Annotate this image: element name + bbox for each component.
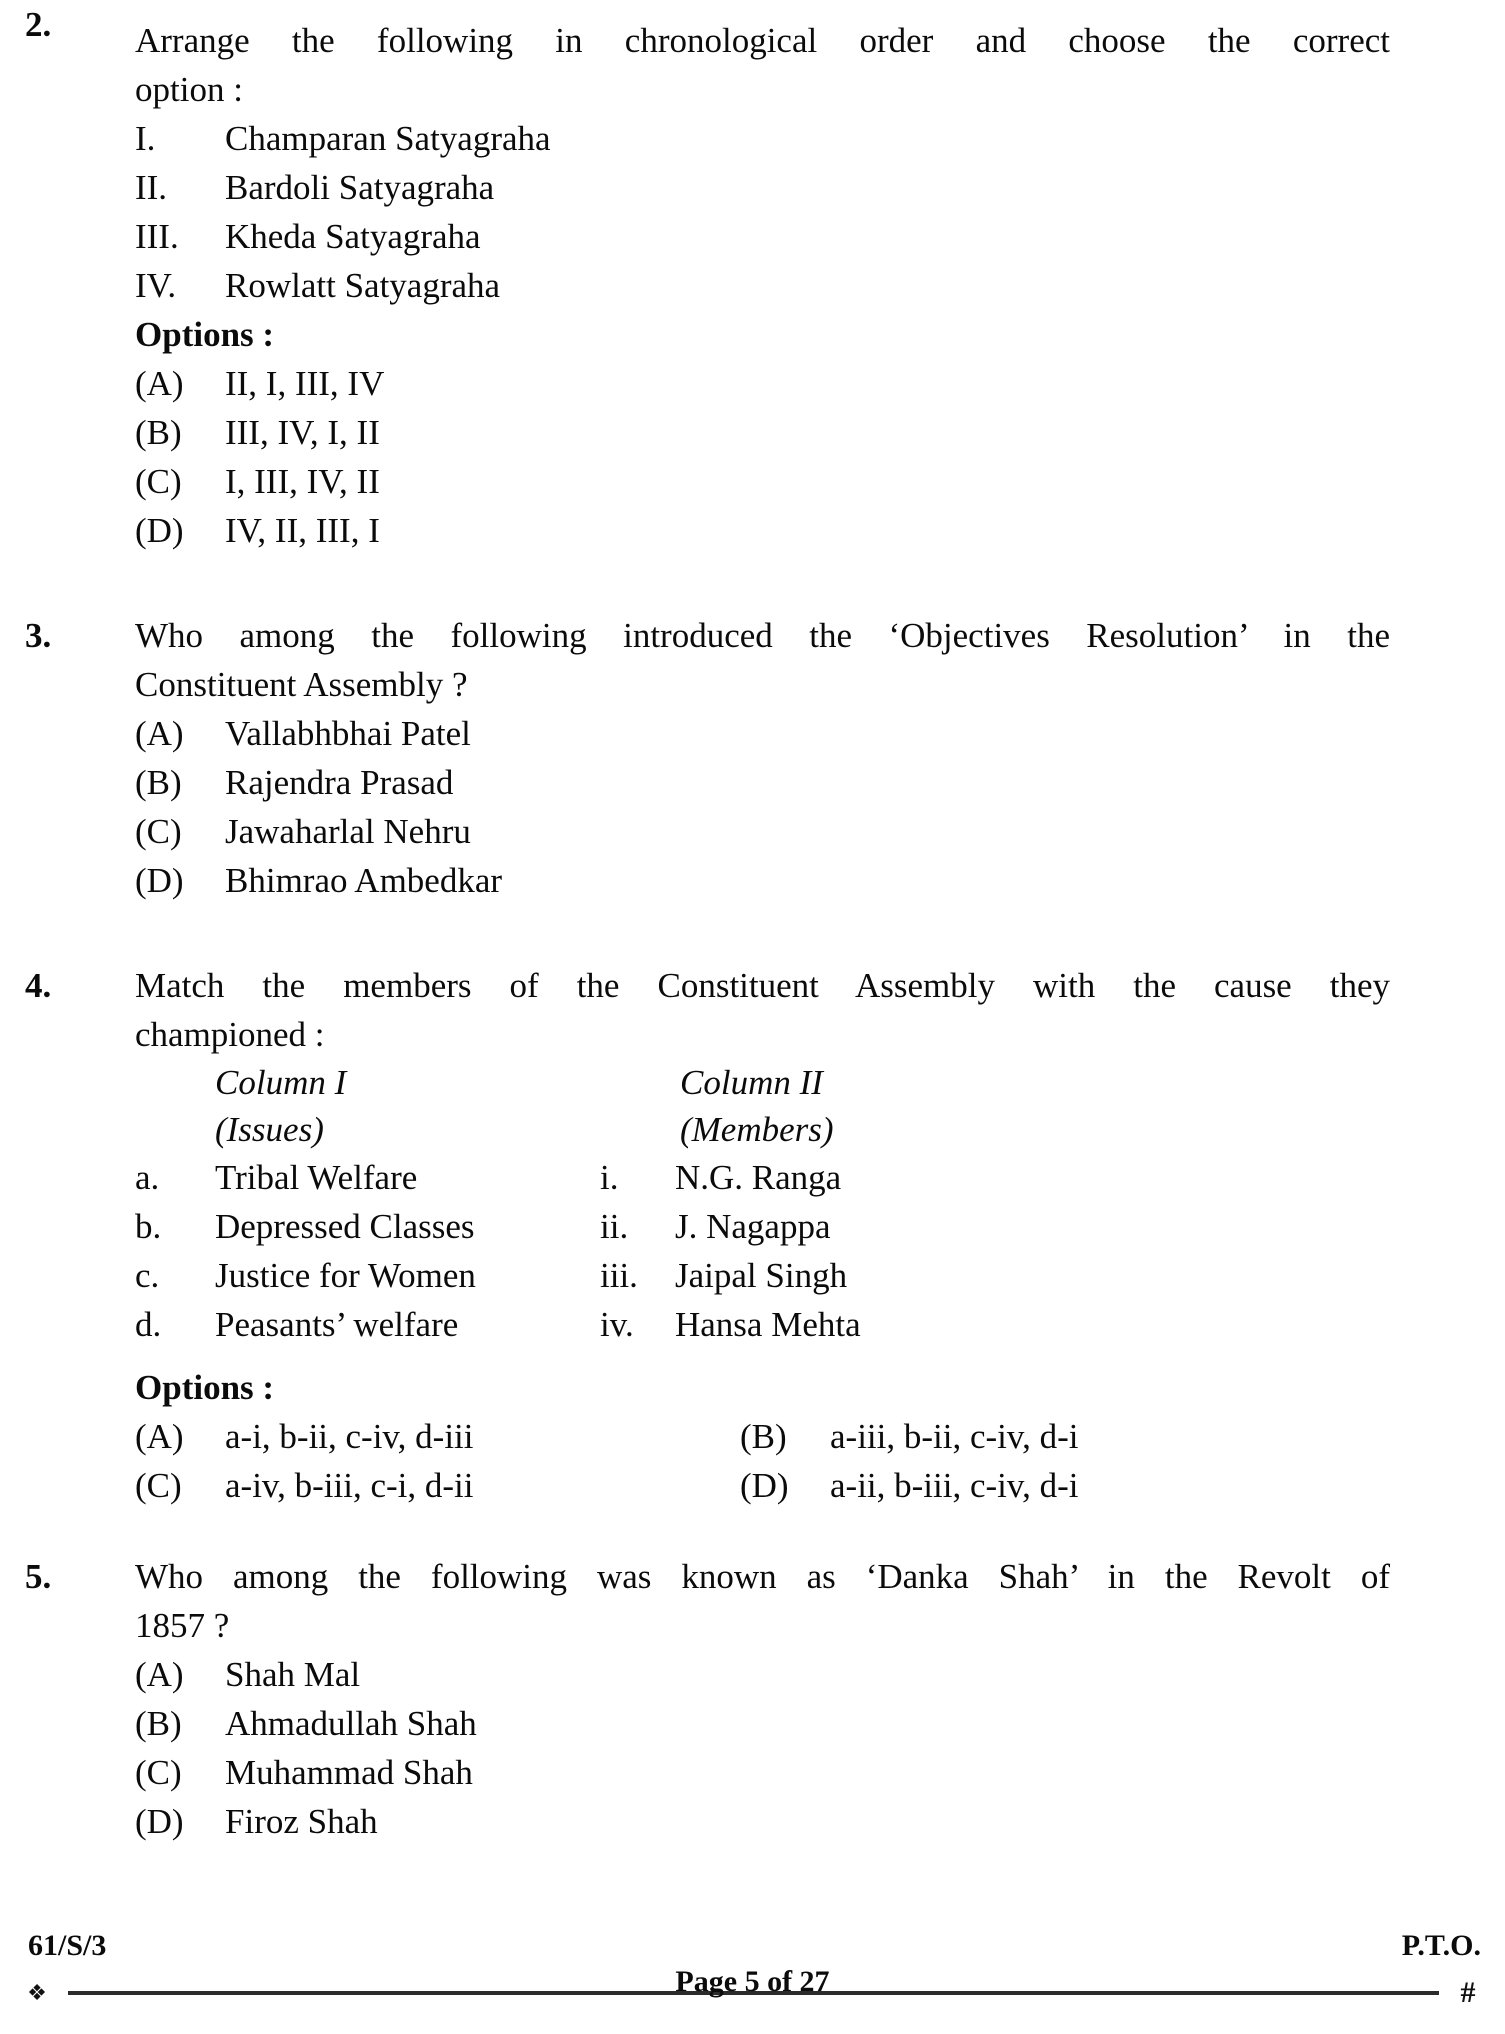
question-4-options-label: Options :	[135, 1368, 275, 1407]
option-a[interactable]	[135, 359, 1390, 408]
option-label: a-iii, b-ii, c-iv, d-i	[830, 1417, 1079, 1456]
question-5-stem-line-1: Who among the following was known as ‘Danka Shah’ in the Revolt of	[135, 1557, 1390, 1596]
option-c[interactable]	[135, 1748, 1390, 1797]
question-5-options	[135, 1650, 1390, 1846]
question-4-options	[135, 1412, 1390, 1510]
list-item	[135, 261, 1390, 310]
column-1-title: Column I	[215, 1063, 347, 1102]
list-item	[135, 163, 1390, 212]
row-label: J. Nagappa	[675, 1207, 831, 1246]
item-marker: I.	[135, 119, 156, 158]
option-c[interactable]	[135, 807, 1390, 856]
option-marker: (D)	[135, 861, 184, 900]
question-3-options	[135, 709, 1390, 905]
question-2	[0, 0, 1505, 555]
option-label: Jawaharlal Nehru	[225, 812, 471, 851]
option-label: IV, II, III, I	[225, 511, 380, 550]
question-4	[0, 961, 1505, 1510]
column-2-title: Column II	[680, 1063, 823, 1102]
question-5-stem-line-2: 1857 ?	[135, 1606, 230, 1645]
footer-divider	[68, 1991, 1439, 1995]
option-a[interactable]	[135, 709, 1390, 758]
spacer	[0, 905, 1505, 961]
item-label: Rowlatt Satyagraha	[225, 266, 501, 305]
question-2-options-label: Options :	[135, 315, 275, 354]
option-c[interactable]	[135, 457, 1390, 506]
question-5	[0, 1552, 1505, 1846]
option-label: Vallabhbhai Patel	[225, 714, 471, 753]
option-label: Muhammad Shah	[225, 1753, 473, 1792]
question-5-stem	[135, 1552, 1390, 1650]
question-2-stem-line-1: Arrange the following in chronological order and choose the correct	[135, 21, 1390, 60]
option-b[interactable]	[135, 1699, 1390, 1748]
option-label: II, I, III, IV	[225, 364, 385, 403]
row-label: Justice for Women	[215, 1256, 476, 1295]
table-row	[600, 1202, 1390, 1251]
row-marker: iii.	[600, 1256, 638, 1295]
option-label: I, III, IV, II	[225, 462, 380, 501]
question-2-stem	[135, 16, 1390, 114]
spacer	[0, 1510, 1505, 1552]
row-label: Tribal Welfare	[215, 1158, 418, 1197]
footer-top-row	[0, 1928, 1505, 1964]
pto-label: P.T.O.	[1401, 1929, 1481, 1962]
option-label: Ahmadullah Shah	[225, 1704, 477, 1743]
option-a[interactable]	[135, 1412, 740, 1461]
option-marker: (A)	[135, 1417, 184, 1456]
row-label: Hansa Mehta	[675, 1305, 861, 1344]
option-label: Bhimrao Ambedkar	[225, 861, 503, 900]
option-marker: (D)	[135, 511, 184, 550]
option-b[interactable]	[135, 758, 1390, 807]
row-label: Depressed Classes	[215, 1207, 475, 1246]
option-marker: (C)	[135, 1466, 182, 1505]
table-row	[135, 1251, 600, 1300]
question-4-stem	[135, 961, 1390, 1059]
footer-rule-row	[0, 1978, 1505, 2008]
option-d[interactable]	[135, 506, 1390, 555]
match-table-rows	[135, 1153, 1390, 1349]
item-marker: IV.	[135, 266, 177, 305]
option-marker: (C)	[135, 812, 182, 851]
flower-mark-icon: ❖	[27, 1980, 47, 2005]
question-4-number: 4.	[25, 966, 52, 1005]
question-2-number: 2.	[25, 5, 52, 44]
option-marker: (D)	[135, 1802, 184, 1841]
option-label: a-i, b-ii, c-iv, d-iii	[225, 1417, 474, 1456]
question-3-stem	[135, 611, 1390, 709]
question-3-stem-line-2: Constituent Assembly ?	[135, 665, 468, 704]
spacer	[0, 555, 1505, 611]
option-b[interactable]	[740, 1412, 1390, 1461]
table-row	[600, 1153, 1390, 1202]
option-marker: (C)	[135, 462, 182, 501]
item-marker: III.	[135, 217, 179, 256]
item-label: Champaran Satyagraha	[225, 119, 551, 158]
row-marker: i.	[600, 1158, 619, 1197]
table-row	[135, 1202, 600, 1251]
table-row	[135, 1153, 600, 1202]
hash-mark-icon: #	[1460, 1976, 1476, 2009]
question-2-stem-line-2: option :	[135, 70, 243, 109]
question-2-options	[135, 359, 1390, 555]
option-d[interactable]	[135, 1797, 1390, 1846]
item-label: Bardoli Satyagraha	[225, 168, 495, 207]
question-3-number: 3.	[25, 616, 52, 655]
item-label: Kheda Satyagraha	[225, 217, 481, 256]
item-marker: II.	[135, 168, 168, 207]
option-d[interactable]	[740, 1461, 1390, 1510]
question-4-stem-line-1: Match the members of the Constituent Assembly with the cause they	[135, 966, 1390, 1005]
row-marker: b.	[135, 1207, 162, 1246]
row-marker: d.	[135, 1305, 162, 1344]
column-2-subtitle: (Members)	[680, 1110, 834, 1149]
column-1-subtitle: (Issues)	[215, 1110, 324, 1149]
spacer	[135, 1349, 1390, 1363]
paper-code: 61/S/3	[28, 1929, 107, 1962]
option-marker: (B)	[135, 1704, 182, 1743]
match-table-header	[135, 1059, 1390, 1153]
list-item	[135, 212, 1390, 261]
option-marker: (A)	[135, 714, 184, 753]
option-marker: (B)	[135, 763, 182, 802]
row-label: N.G. Ranga	[675, 1158, 842, 1197]
row-marker: c.	[135, 1256, 160, 1295]
row-marker: ii.	[600, 1207, 629, 1246]
option-marker: (A)	[135, 1655, 184, 1694]
question-4-stem-line-2: championed :	[135, 1015, 325, 1054]
table-row	[600, 1300, 1390, 1349]
table-row	[135, 1300, 600, 1349]
option-marker: (D)	[740, 1466, 789, 1505]
option-marker: (B)	[135, 413, 182, 452]
option-marker: (B)	[740, 1417, 787, 1456]
page-footer	[0, 1928, 1505, 2008]
option-label: Rajendra Prasad	[225, 763, 454, 802]
row-label: Jaipal Singh	[675, 1256, 848, 1295]
option-label: Firoz Shah	[225, 1802, 378, 1841]
option-label: Shah Mal	[225, 1655, 361, 1694]
option-label: a-iv, b-iii, c-i, d-ii	[225, 1466, 474, 1505]
option-a[interactable]	[135, 1650, 1390, 1699]
row-marker: iv.	[600, 1305, 634, 1344]
row-marker: a.	[135, 1158, 160, 1197]
question-2-item-list	[135, 114, 1390, 310]
question-3-stem-line-1: Who among the following introduced the ‘Objectives Resolution’ in the	[135, 616, 1390, 655]
option-marker: (A)	[135, 364, 184, 403]
question-5-number: 5.	[25, 1557, 52, 1596]
list-item	[135, 114, 1390, 163]
page-number-label: Page 5 of 27	[675, 1965, 830, 1998]
option-c[interactable]	[135, 1461, 740, 1510]
option-label: a-ii, b-iii, c-iv, d-i	[830, 1466, 1079, 1505]
question-3	[0, 611, 1505, 905]
option-label: III, IV, I, II	[225, 413, 380, 452]
option-b[interactable]	[135, 408, 1390, 457]
table-row	[600, 1251, 1390, 1300]
option-marker: (C)	[135, 1753, 182, 1792]
row-label: Peasants’ welfare	[215, 1305, 459, 1344]
option-d[interactable]	[135, 856, 1390, 905]
